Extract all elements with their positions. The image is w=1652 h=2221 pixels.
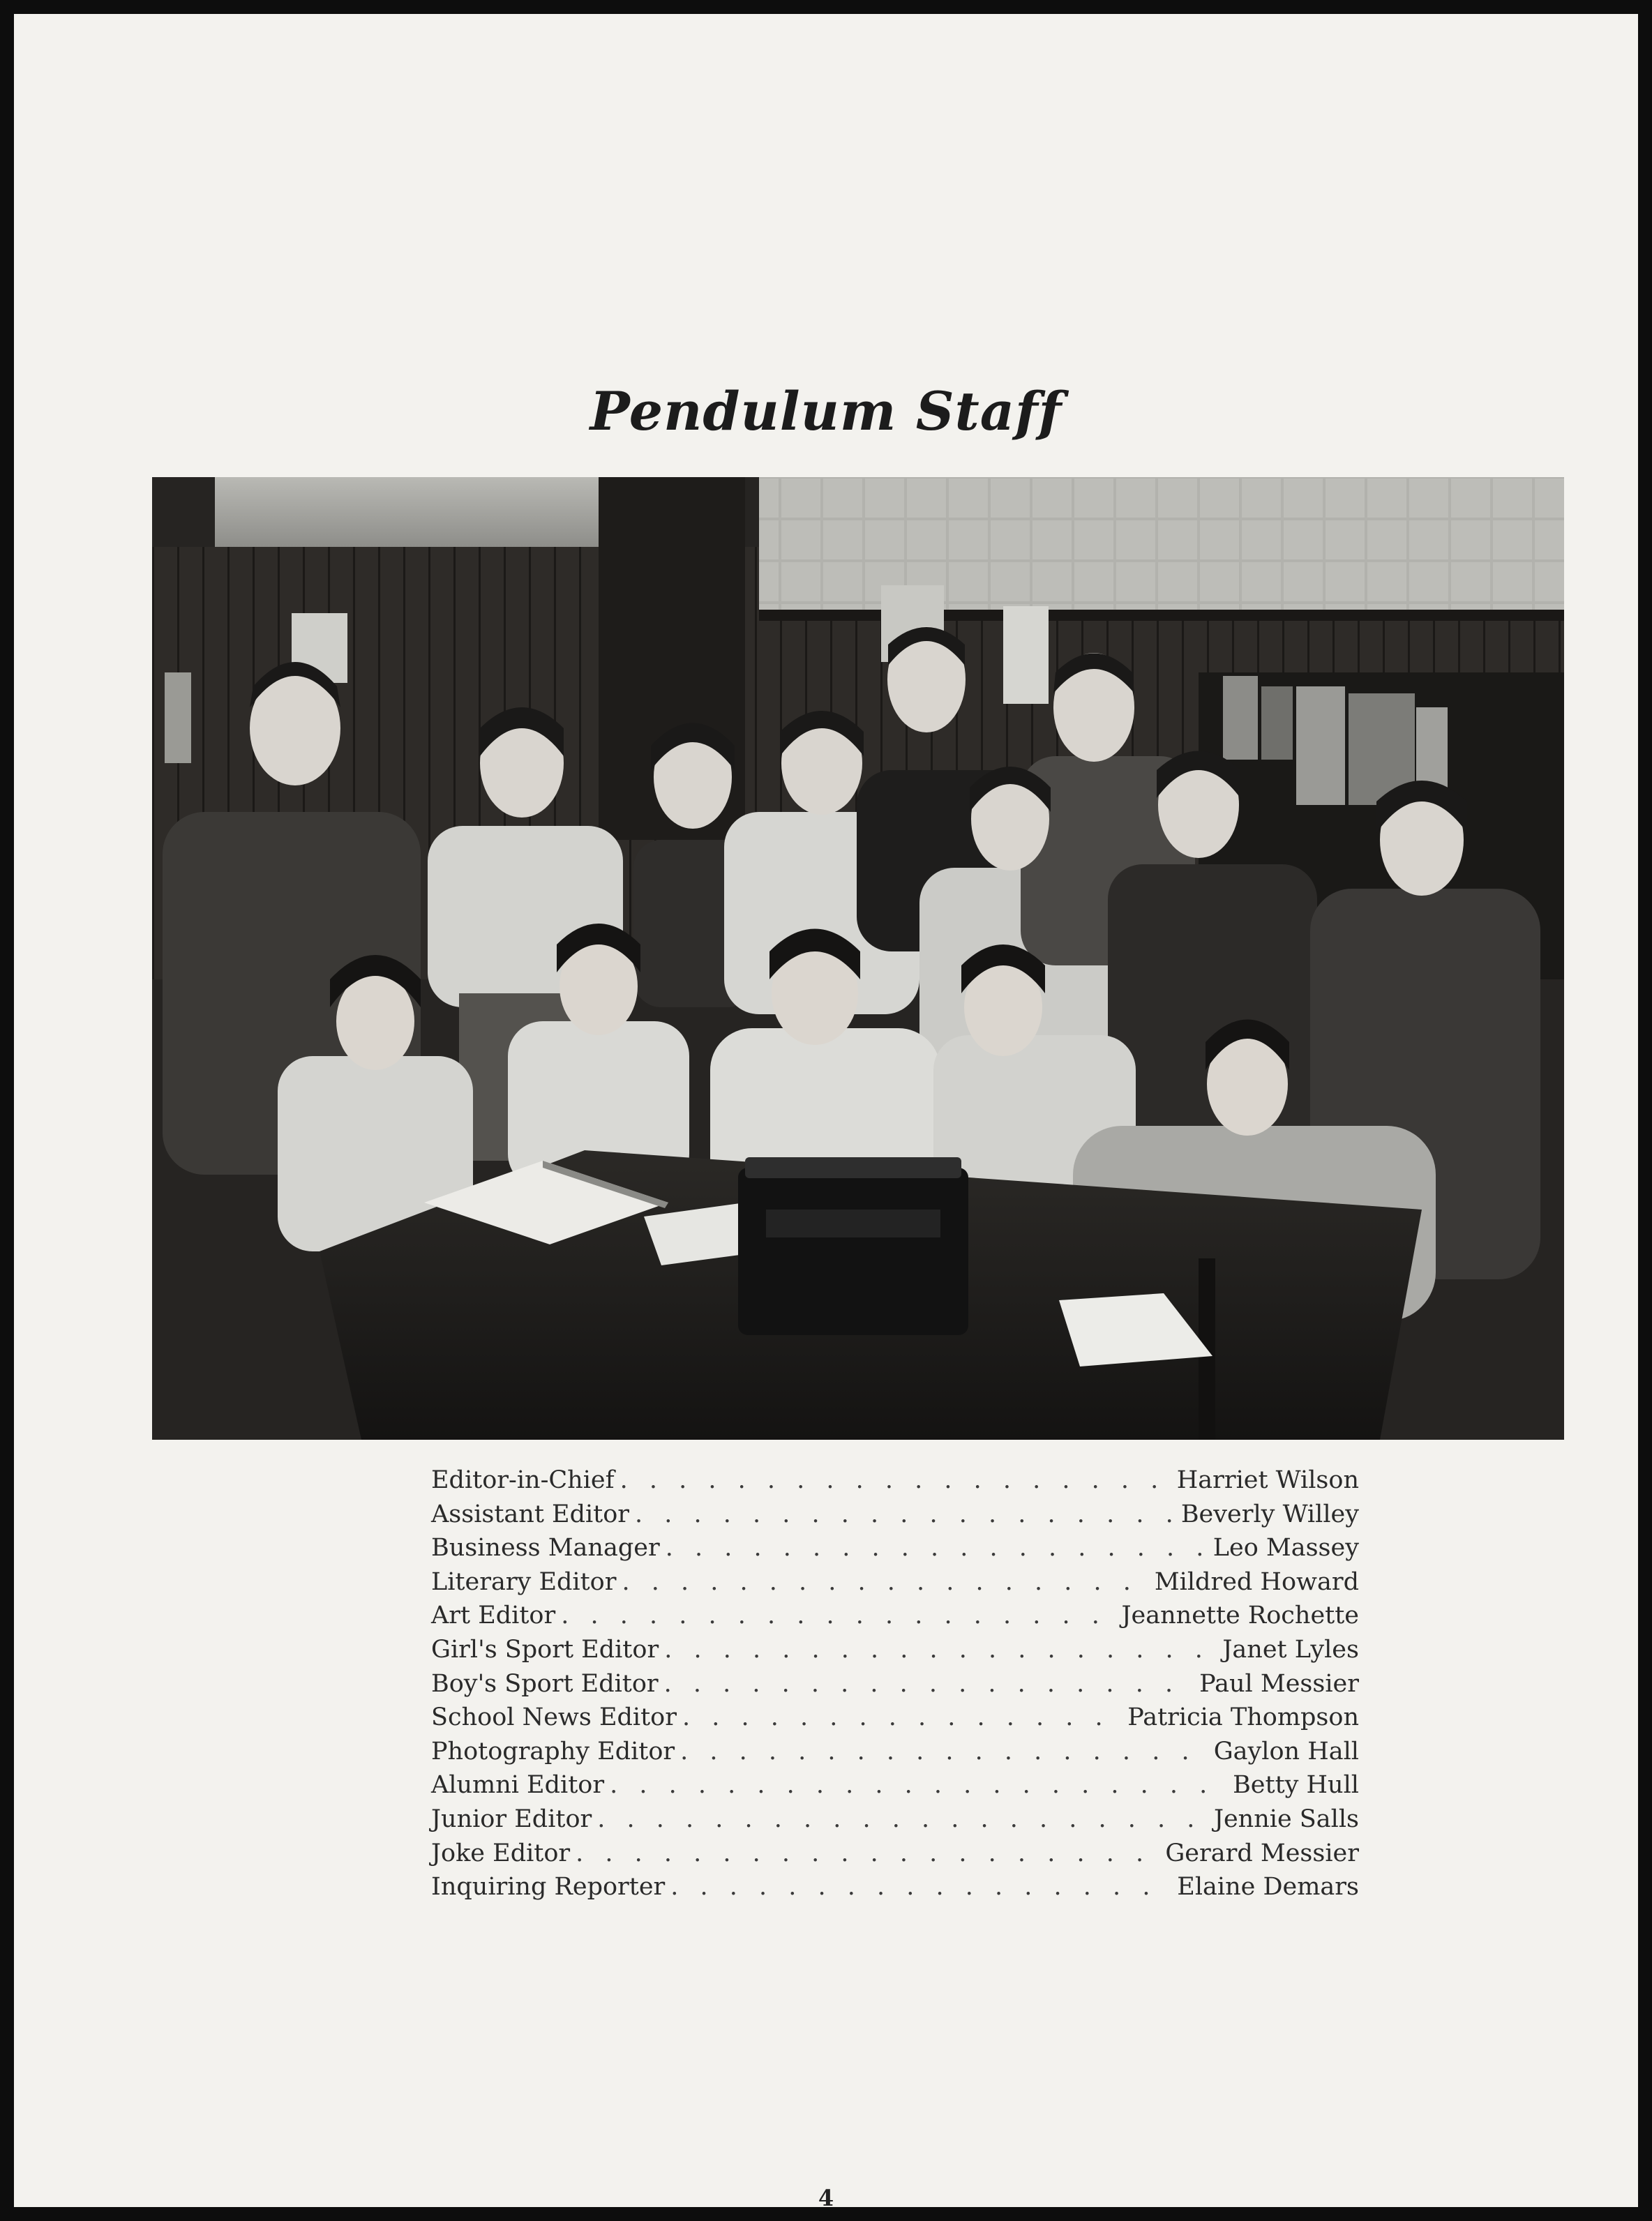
list-item: [431, 1873, 1359, 1907]
staff-role: Photography Editor: [431, 1737, 675, 1765]
dot-leader: [680, 1738, 1208, 1765]
list-item: [431, 1703, 1359, 1738]
dot-leader: [635, 1500, 1176, 1528]
yearbook-page: [14, 14, 1638, 2207]
list-item: [431, 1636, 1359, 1670]
page-number: 4: [818, 2185, 834, 2211]
list-item: [431, 1738, 1359, 1772]
list-item: [431, 1466, 1359, 1500]
list-item: [431, 1839, 1359, 1874]
staff-name: Patricia Thompson: [1127, 1703, 1359, 1732]
list-item: [431, 1805, 1359, 1839]
staff-name: Jennie Salls: [1213, 1805, 1359, 1833]
list-item: [431, 1500, 1359, 1535]
list-item: [431, 1670, 1359, 1704]
staff-role: Boy's Sport Editor: [431, 1669, 659, 1698]
staff-role: Literary Editor: [431, 1567, 617, 1596]
page-title: Pendulum Staff: [590, 380, 1062, 442]
staff-name: Mildred Howard: [1154, 1567, 1359, 1596]
dot-leader: [622, 1568, 1148, 1596]
staff-name: Beverly Willey: [1180, 1500, 1359, 1528]
dot-leader: [576, 1839, 1159, 1867]
staff-roster: [431, 1466, 1359, 1907]
dot-leader: [597, 1805, 1208, 1833]
staff-role: Business Manager: [431, 1534, 660, 1563]
dot-leader: [561, 1602, 1116, 1629]
staff-role: Joke Editor: [431, 1839, 571, 1867]
dot-leader: [610, 1771, 1227, 1799]
staff-role: Art Editor: [431, 1602, 556, 1630]
dot-leader: [664, 1636, 1217, 1664]
staff-role: School News Editor: [431, 1703, 677, 1732]
staff-name: Leo Massey: [1212, 1534, 1359, 1563]
staff-role: Editor-in-Chief: [431, 1466, 615, 1494]
list-item: [431, 1568, 1359, 1602]
staff-name: Betty Hull: [1233, 1771, 1359, 1800]
staff-role: Inquiring Reporter: [431, 1873, 666, 1902]
staff-role: Assistant Editor: [431, 1500, 630, 1528]
staff-role: Junior Editor: [431, 1805, 592, 1833]
staff-name: Janet Lyles: [1222, 1635, 1359, 1664]
list-item: [431, 1771, 1359, 1805]
staff-name: Elaine Demars: [1177, 1873, 1359, 1902]
staff-name: Gaylon Hall: [1213, 1737, 1359, 1765]
list-item: [431, 1602, 1359, 1636]
dot-leader: [620, 1466, 1171, 1494]
staff-name: Harriet Wilson: [1176, 1466, 1359, 1494]
dot-leader: [682, 1703, 1122, 1731]
staff-group-photo: [152, 477, 1564, 1440]
dot-leader: [666, 1534, 1208, 1562]
dot-leader: [664, 1670, 1194, 1698]
dot-leader: [670, 1873, 1171, 1901]
staff-name: Jeannette Rochette: [1121, 1602, 1359, 1630]
staff-name: Gerard Messier: [1165, 1839, 1359, 1867]
staff-role: Alumni Editor: [431, 1771, 605, 1800]
staff-name: Paul Messier: [1199, 1669, 1359, 1698]
list-item: [431, 1534, 1359, 1568]
staff-role: Girl's Sport Editor: [431, 1635, 659, 1664]
